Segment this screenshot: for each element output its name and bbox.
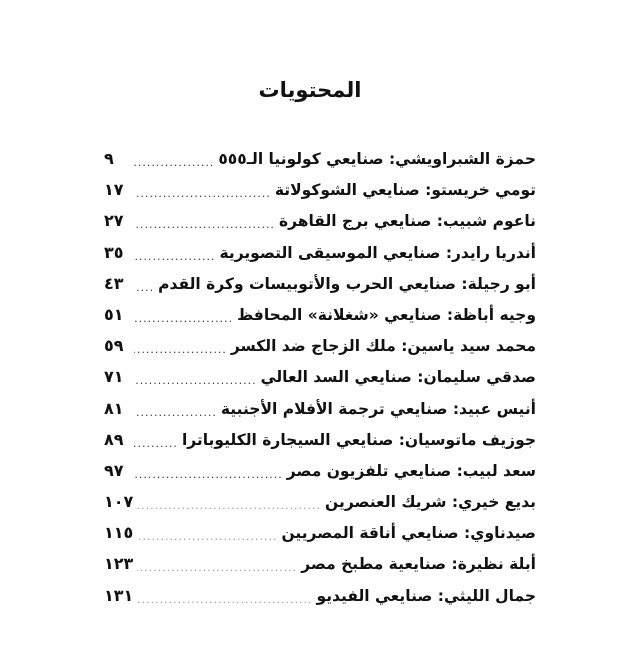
toc-page-number: ٤٣ (104, 273, 124, 293)
toc-entry-title: حمزة الشبراويشي: صنايعي كولونيا الـ٥٥٥ (218, 150, 536, 168)
toc-page-number: ٣٥ (104, 242, 124, 262)
dot-leader (134, 462, 283, 482)
dot-leader (137, 524, 277, 544)
toc-entry-title: جمال الليثي: صنايعي الفيديو (316, 586, 536, 605)
toc-entry-title: جوزيف ماتوسيان: صنايعي السيجارة الكليوباترا (181, 430, 536, 449)
page-title: المحتويات (258, 78, 362, 102)
toc-entry[interactable] (104, 333, 536, 364)
toc-entry[interactable] (104, 427, 536, 458)
dot-leader (134, 306, 233, 326)
toc-page-number: ٥١ (104, 304, 124, 324)
dot-leader (137, 555, 297, 575)
toc-page-number: ١٣١ (104, 585, 134, 605)
toc-page-number: ٧١ (104, 367, 124, 387)
toc-entry[interactable] (104, 177, 536, 208)
toc-entry[interactable] (104, 240, 536, 271)
toc-entry-title: وجيه أباظة: صنايعي «شغلانة» المحافظ (237, 305, 536, 324)
dot-leader (134, 368, 257, 388)
toc-entry-title: ناعوم شبيب: صنايعي برج القاهرة (278, 212, 536, 231)
toc-entry[interactable] (104, 489, 536, 520)
toc-entry[interactable] (104, 458, 536, 489)
toc-page-number: ٨١ (104, 398, 124, 418)
toc-page-number: ٩ (104, 149, 114, 168)
dot-leader (134, 275, 154, 295)
toc-page-number: ١٧ (104, 180, 124, 200)
toc-entry[interactable] (104, 551, 536, 582)
dot-leader (137, 587, 312, 607)
dot-leader (134, 181, 271, 201)
dot-leader (134, 244, 215, 264)
toc-entry-title: أبو رجيلة: صنايعي الحرب والأتوبيسات وكرة القدم (158, 274, 536, 293)
dot-leader (137, 493, 321, 513)
toc-page-number: ٩٧ (104, 460, 124, 480)
toc-entry[interactable] (104, 302, 536, 333)
toc-page-number: ١٠٧ (104, 492, 134, 512)
table-of-contents (104, 146, 536, 614)
toc-entry[interactable] (104, 364, 536, 395)
toc-entry[interactable] (104, 271, 536, 302)
toc-entry-title: بديع خيري: شريك العنصرين (325, 493, 536, 512)
toc-entry-title: صيدناوي: صنايعي أناقة المصريين (281, 524, 536, 543)
toc-page-number: ٥٩ (104, 336, 124, 356)
toc-entry[interactable] (104, 583, 536, 614)
toc-entry-title: أبلة نظيرة: صنايعية مطبخ مصر (301, 555, 536, 574)
toc-page-number: ١٢٣ (104, 554, 134, 574)
dot-leader (134, 337, 227, 357)
toc-entry-title: تومي خريستو: صنايعي الشوكولاتة (274, 181, 536, 200)
toc-entry-title: محمد سيد ياسين: ملك الزجاج ضد الكسر (230, 337, 536, 356)
toc-page-number: ٨٩ (104, 429, 124, 449)
toc-page-number: ١١٥ (104, 523, 134, 543)
toc-entry[interactable] (104, 208, 536, 239)
toc-entry[interactable] (104, 146, 536, 177)
toc-entry-title: أندريا رايدر: صنايعي الموسيقى التصويرية (219, 243, 536, 262)
toc-entry-title: سعد لبيب: صنايعي تلفزيون مصر (286, 461, 536, 480)
toc-entry[interactable] (104, 520, 536, 551)
toc-entry[interactable] (104, 396, 536, 427)
dot-leader (134, 431, 178, 451)
toc-entry-title: أنيس عبيد: صنايعي ترجمة الأفلام الأجنبية (220, 399, 536, 418)
dot-leader (134, 400, 217, 420)
dot-leader (134, 212, 275, 232)
toc-page-number: ٢٧ (104, 211, 124, 231)
dot-leader (134, 150, 214, 170)
toc-entry-title: صدقي سليمان: صنايعي السد العالي (260, 368, 536, 387)
